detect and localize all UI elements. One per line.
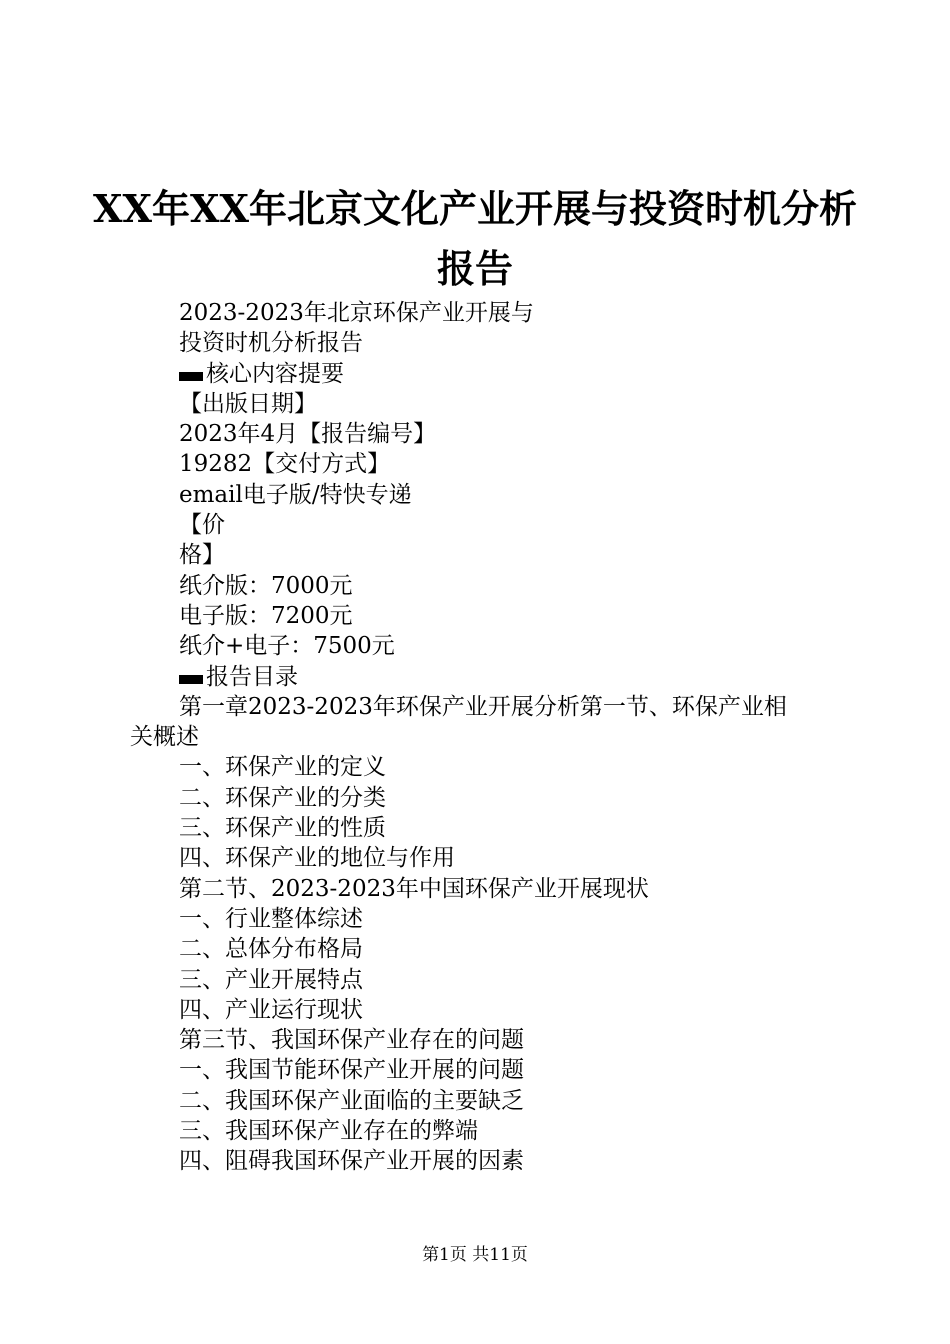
document-title: XX年XX年北京文化产业开展与投资时机分析 xyxy=(93,186,857,231)
page-footer: 第1页 共11页 xyxy=(422,1245,528,1265)
price-line: 纸介版：7000元 xyxy=(179,572,353,599)
toc-line: 三、产业开展特点 xyxy=(179,966,363,993)
square-bullet-icon xyxy=(179,372,203,381)
toc-line: 一、行业整体综述 xyxy=(179,905,363,932)
toc-line: 关概述 xyxy=(130,724,199,751)
section-heading-label: 报告目录 xyxy=(206,663,298,690)
toc-line: 二、环保产业的分类 xyxy=(179,784,386,811)
toc-line: 第一章2023-2023年环保产业开展分析第一节、环保产业相 xyxy=(179,693,787,720)
toc-line: 二、我国环保产业面临的主要缺乏 xyxy=(179,1087,524,1114)
toc-line: 一、环保产业的定义 xyxy=(179,754,386,781)
text-line: email电子版/特快专递 xyxy=(179,481,412,508)
square-bullet-icon xyxy=(179,675,203,684)
text-line: 19282【交付方式】 xyxy=(179,451,391,478)
document-title-continued: 报告 xyxy=(436,246,513,291)
section-heading xyxy=(130,662,830,692)
price-line: 电子版：7200元 xyxy=(179,602,353,629)
text-line: 2023年4月【报告编号】 xyxy=(179,421,437,448)
text-line: 2023-2023年北京环保产业开展与 xyxy=(179,300,534,326)
toc-line: 三、我国环保产业存在的弊端 xyxy=(179,1118,478,1145)
document-body xyxy=(130,298,830,1177)
toc-line: 一、我国节能环保产业开展的问题 xyxy=(179,1057,524,1084)
section-heading-label: 核心内容提要 xyxy=(206,360,344,387)
text-line: 格】 xyxy=(179,542,225,569)
text-line: 【出版日期】 xyxy=(179,390,317,417)
toc-line: 第三节、我国环保产业存在的问题 xyxy=(179,1027,524,1054)
toc-line: 四、产业运行现状 xyxy=(179,996,363,1023)
text-line: 投资时机分析报告 xyxy=(179,330,363,357)
text-line: 【价 xyxy=(179,512,225,539)
toc-line: 四、环保产业的地位与作用 xyxy=(179,845,455,872)
toc-line: 第二节、2023-2023年中国环保产业开展现状 xyxy=(179,875,649,902)
price-line: 纸介+电子：7500元 xyxy=(179,633,395,660)
toc-line: 二、总体分布格局 xyxy=(179,936,363,963)
toc-line: 三、环保产业的性质 xyxy=(179,815,386,842)
toc-line: 四、阻碍我国环保产业开展的因素 xyxy=(179,1148,524,1175)
section-heading xyxy=(130,359,830,389)
